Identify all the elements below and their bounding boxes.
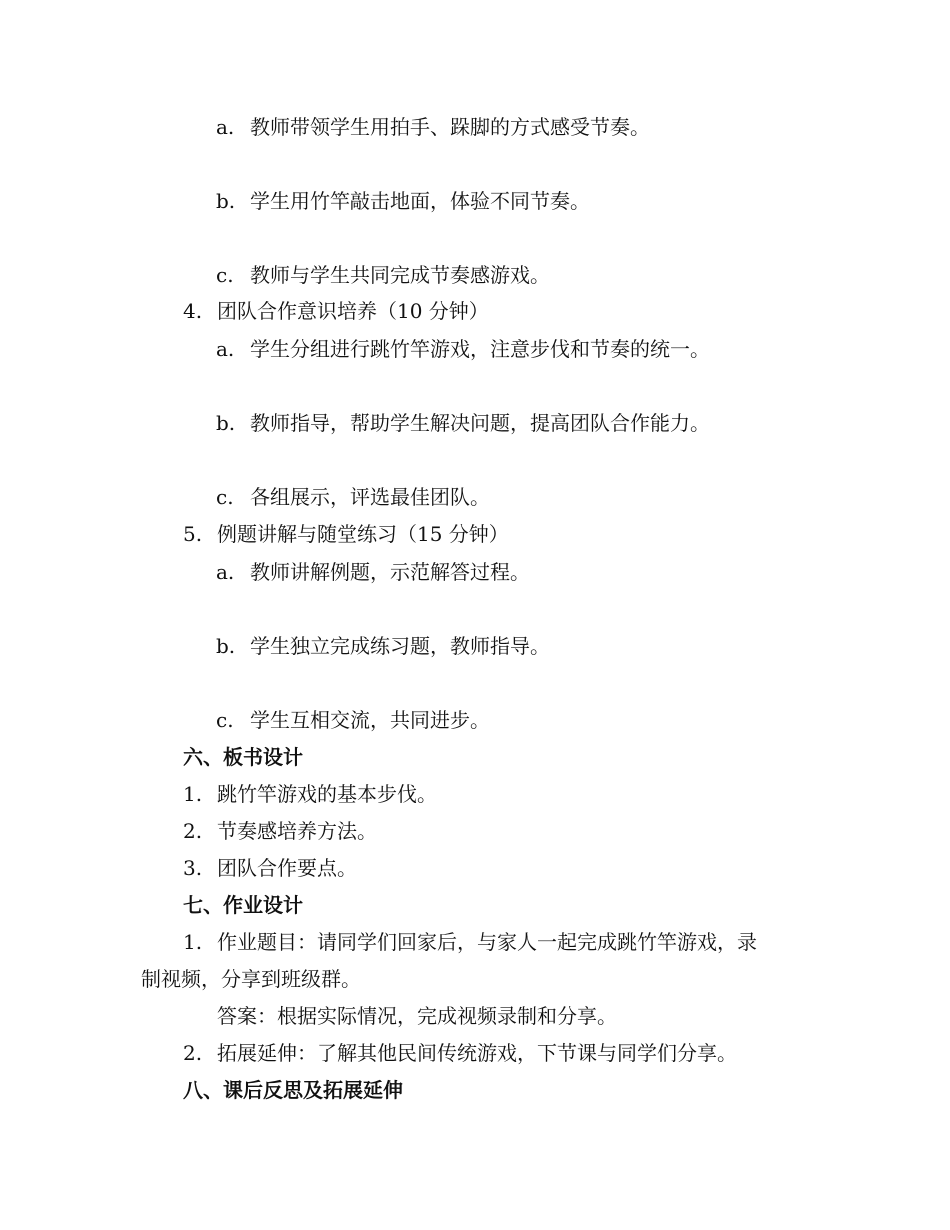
item-marker: a. [216, 337, 235, 361]
list-item [183, 855, 357, 881]
item-text: 学生用竹竿敲击地面，体验不同节奏。 [250, 189, 590, 213]
list-item [216, 410, 710, 436]
item-marker: a. [216, 115, 235, 139]
item-text: 教师讲解例题，示范解答过程。 [250, 560, 530, 584]
list-item [183, 1040, 737, 1066]
item-text: 教师带领学生用拍手、跺脚的方式感受节奏。 [250, 115, 650, 139]
step-number: 4. [183, 299, 203, 323]
section-heading: 六、板书设计 [183, 745, 303, 769]
item-text: 跳竹竿游戏的基本步伐。 [217, 782, 437, 806]
item-text: 拓展延伸：了解其他民间传统游戏，下节课与同学们分享。 [217, 1041, 737, 1065]
list-item [183, 781, 437, 807]
item-text-continuation: 制视频，分享到班级群。 [141, 967, 361, 991]
list-item [216, 114, 650, 140]
numbered-step [183, 298, 489, 324]
item-marker: 2. [183, 819, 203, 843]
item-text: 学生互相交流，共同进步。 [250, 708, 490, 732]
item-text: 各组展示，评选最佳团队。 [250, 485, 490, 509]
item-marker: b. [216, 411, 236, 435]
item-marker: 1. [183, 930, 203, 954]
list-item [216, 336, 710, 362]
item-text: 教师指导，帮助学生解决问题，提高团队合作能力。 [250, 411, 710, 435]
list-item [183, 929, 757, 955]
list-item [216, 188, 590, 214]
answer-text: 答案：根据实际情况，完成视频录制和分享。 [217, 1004, 617, 1028]
item-text: 作业题目：请同学们回家后，与家人一起完成跳竹竿游戏，录 [217, 930, 757, 954]
list-item [216, 707, 490, 733]
list-item [216, 559, 530, 585]
list-item [216, 484, 490, 510]
item-marker: c. [216, 708, 234, 732]
item-text: 学生独立完成练习题，教师指导。 [250, 634, 550, 658]
item-marker: c. [216, 485, 234, 509]
item-text: 学生分组进行跳竹竿游戏，注意步伐和节奏的统一。 [250, 337, 710, 361]
numbered-step [183, 521, 509, 547]
step-title: 团队合作意识培养（10 分钟） [217, 299, 489, 323]
item-marker: c. [216, 263, 234, 287]
item-marker: 2. [183, 1041, 203, 1065]
list-item [216, 262, 550, 288]
step-number: 5. [183, 522, 203, 546]
list-item [183, 818, 377, 844]
section-heading: 七、作业设计 [183, 893, 303, 917]
item-text: 节奏感培养方法。 [217, 819, 377, 843]
item-marker: 1. [183, 782, 203, 806]
section-heading: 八、课后反思及拓展延伸 [183, 1078, 403, 1102]
item-text: 团队合作要点。 [217, 856, 357, 880]
item-marker: 3. [183, 856, 203, 880]
item-marker: a. [216, 560, 235, 584]
item-text: 教师与学生共同完成节奏感游戏。 [250, 263, 550, 287]
list-item [216, 633, 550, 659]
item-marker: b. [216, 189, 236, 213]
step-title: 例题讲解与随堂练习（15 分钟） [217, 522, 509, 546]
item-marker: b. [216, 634, 236, 658]
